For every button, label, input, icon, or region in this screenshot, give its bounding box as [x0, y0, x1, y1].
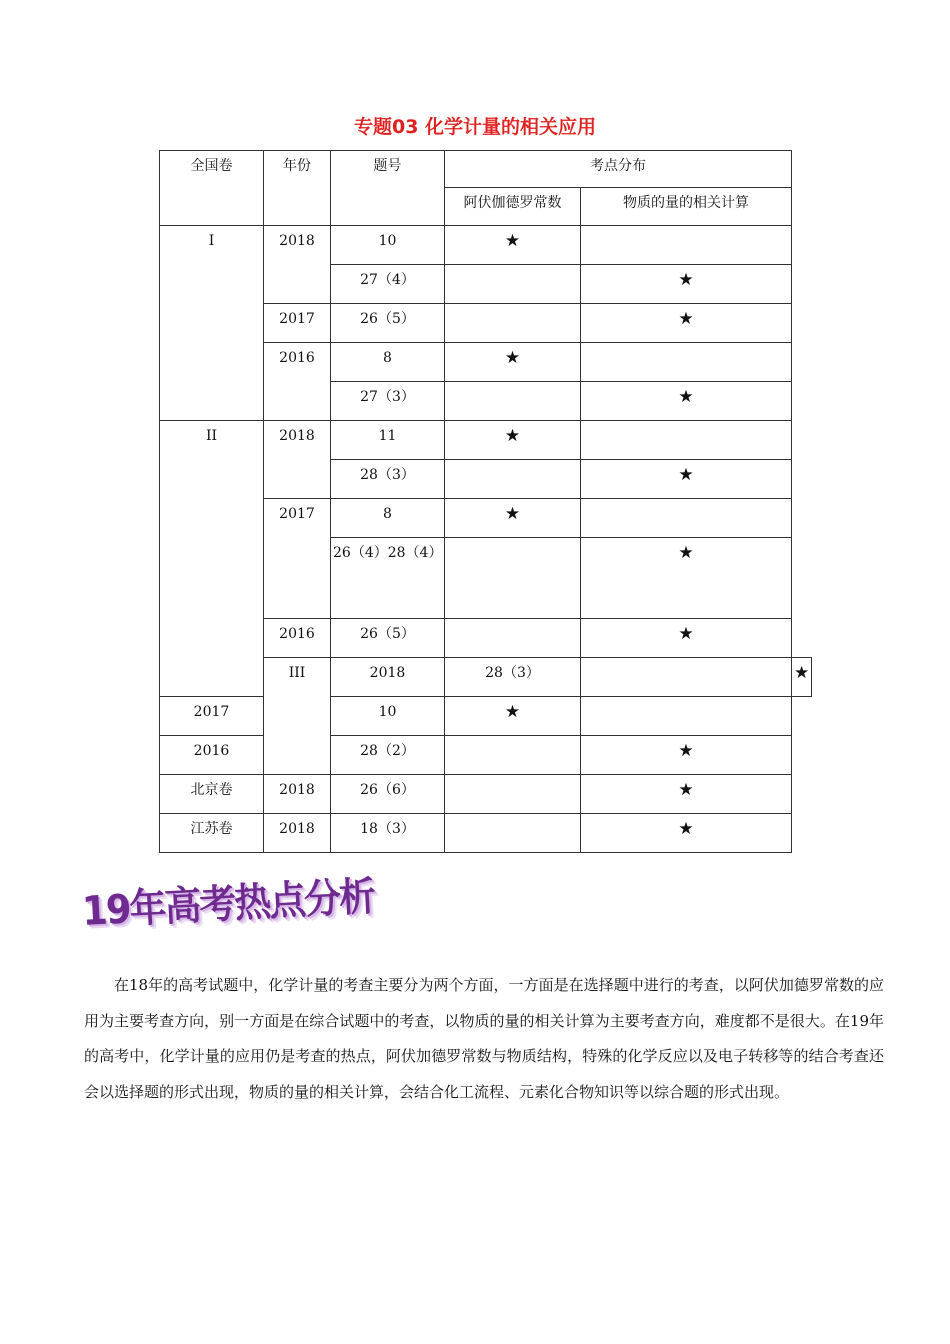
star-mark: ★: [445, 421, 581, 460]
header-paper: 全国卷: [160, 151, 264, 226]
paper-cell: 江苏卷: [160, 814, 264, 853]
question-cell: 26（6）: [331, 775, 445, 814]
star-mark: ★: [445, 499, 581, 538]
empty-cell: [581, 658, 792, 697]
empty-cell: [581, 499, 792, 538]
star-mark: ★: [581, 538, 792, 619]
page-title: 专题03 化学计量的相关应用: [353, 116, 597, 138]
empty-cell: [581, 343, 792, 382]
star-mark: ★: [581, 736, 792, 775]
star-mark: ★: [445, 343, 581, 382]
star-mark: ★: [581, 619, 792, 658]
question-cell: 27（3）: [331, 382, 445, 421]
star-mark: ★: [581, 265, 792, 304]
paper-cell: III: [264, 658, 331, 775]
year-cell: 2018: [264, 421, 331, 499]
header-calc: 物质的量的相关计算: [581, 188, 792, 226]
question-cell: 10: [331, 226, 445, 265]
empty-cell: [445, 775, 581, 814]
header-year: 年份: [264, 151, 331, 226]
header-question: 题号: [331, 151, 445, 226]
year-cell: 2017: [264, 304, 331, 343]
analysis-paragraph: 在18年的高考试题中，化学计量的考查主要分为两个方面，一方面是在选择题中进行的考查，以阿伏加德罗常数的应用为主要考查方向，别一方面是在综合试题中的考查，以物质的量的相关计算为主要考查方向，难度都不是很大。在19年的高考中，化学计量的应用仍是考查的热点，阿伏加德罗常数与物质结构，特殊的化学反应以及电子转移等的结合考查还会以选择题的形式出现，物质的量的相关计算，会结合化工流程、元素化合物知识等以综合题的形式出现。: [84, 976, 884, 1101]
question-cell: 26（4）28（4）: [331, 538, 445, 619]
empty-cell: [445, 736, 581, 775]
question-cell: 28（2）: [331, 736, 445, 775]
question-cell: 26（5）: [331, 619, 445, 658]
year-cell: 2018: [331, 658, 445, 697]
empty-cell: [445, 538, 581, 619]
question-cell: 11: [331, 421, 445, 460]
paper-cell: II: [160, 421, 264, 697]
year-cell: 2018: [264, 226, 331, 304]
exam-distribution-table: [159, 150, 812, 853]
paper-cell: 北京卷: [160, 775, 264, 814]
empty-cell: [445, 382, 581, 421]
empty-cell: [581, 226, 792, 265]
question-cell: 26（5）: [331, 304, 445, 343]
star-mark: ★: [445, 226, 581, 265]
empty-cell: [581, 697, 792, 736]
header-avogadro: 阿伏伽德罗常数: [445, 188, 581, 226]
empty-cell: [445, 265, 581, 304]
question-cell: 28（3）: [331, 460, 445, 499]
year-cell: 2018: [264, 775, 331, 814]
empty-cell: [445, 619, 581, 658]
question-cell: 18（3）: [331, 814, 445, 853]
paper-cell: I: [160, 226, 264, 421]
star-mark: ★: [581, 304, 792, 343]
question-cell: 8: [331, 499, 445, 538]
year-cell: 2016: [264, 619, 331, 658]
year-cell: 2016: [264, 343, 331, 421]
year-cell: 2017: [160, 697, 264, 736]
star-mark: ★: [581, 814, 792, 853]
star-mark: ★: [581, 775, 792, 814]
year-cell: 2017: [264, 499, 331, 619]
empty-cell: [445, 814, 581, 853]
header-distribution: 考点分布: [445, 151, 792, 188]
year-cell: 2018: [264, 814, 331, 853]
star-mark: ★: [792, 658, 812, 697]
star-mark: ★: [581, 382, 792, 421]
question-cell: 28（3）: [445, 658, 581, 697]
empty-cell: [581, 421, 792, 460]
question-cell: 27（4）: [331, 265, 445, 304]
year-cell: 2016: [160, 736, 264, 775]
empty-cell: [445, 304, 581, 343]
star-mark: ★: [581, 460, 792, 499]
question-cell: 10: [331, 697, 445, 736]
question-cell: 8: [331, 343, 445, 382]
empty-cell: [445, 460, 581, 499]
section-heading-wordart: 19年高考热点分析: [80, 873, 376, 935]
star-mark: ★: [445, 697, 581, 736]
